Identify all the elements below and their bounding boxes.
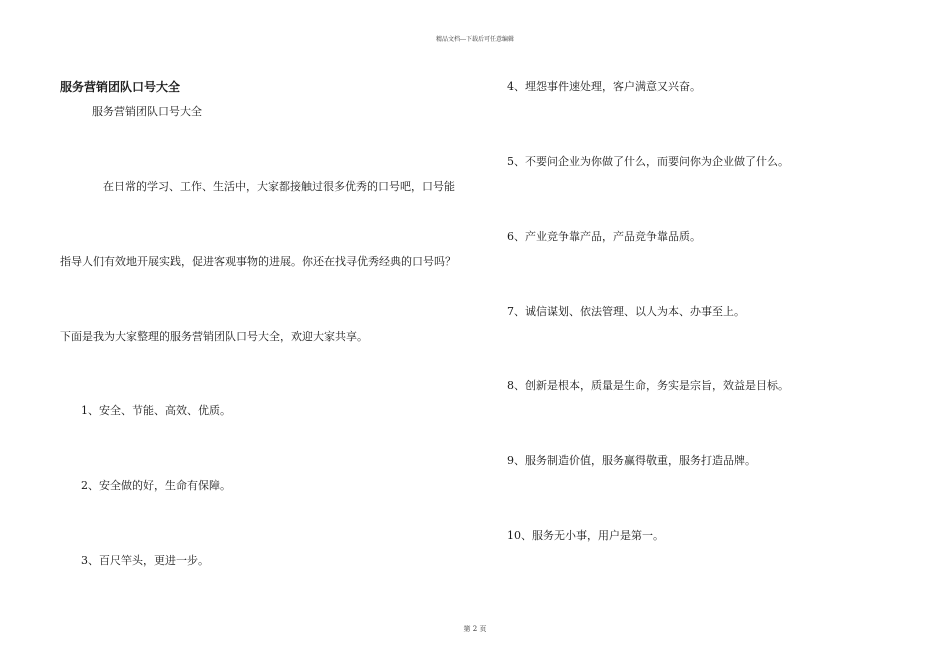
document-subtitle: 服务营销团队口号大全 [92, 105, 202, 118]
intro-paragraph-line-2: 指导人们有效地开展实践，促进客观事物的进展。你还在找寻优秀经典的口号吗？ [60, 255, 456, 268]
slogan-item-7: 7、诚信谋划、依法管理、以人为本、办事至上。 [507, 305, 745, 318]
slogan-item-10: 10、服务无小事，用户是第一。 [507, 529, 664, 542]
slogan-item-4: 4、埋怨事件速处理，客户满意又兴奋。 [507, 80, 701, 93]
page-number: 第 2 页 [463, 625, 487, 633]
slogan-item-3: 3、百尺竿头，更进一步。 [81, 554, 209, 567]
document-title: 服务营销团队口号大全 [60, 80, 181, 94]
slogan-item-8: 8、创新是根本，质量是生命，务实是宗旨，效益是目标。 [507, 379, 789, 392]
page-header-note: 精品文档---下载后可任意编辑 [435, 36, 515, 43]
slogan-item-6: 6、产业竞争靠产品，产品竞争靠品质。 [507, 230, 701, 243]
slogan-item-2: 2、安全做的好，生命有保障。 [81, 479, 231, 492]
intro-paragraph-line-1: 在日常的学习、工作、生活中，大家都接触过很多优秀的口号吧，口号能 [103, 180, 455, 193]
slogan-item-5: 5、不要问企业为你做了什么，而要问你为企业做了什么。 [507, 155, 789, 168]
intro-paragraph-line-3: 下面是我为大家整理的服务营销团队口号大全，欢迎大家共享。 [60, 330, 368, 343]
slogan-item-1: 1、安全、节能、高效、优质。 [81, 404, 231, 417]
slogan-item-9: 9、服务制造价值，服务赢得敬重，服务打造品牌。 [507, 454, 756, 467]
